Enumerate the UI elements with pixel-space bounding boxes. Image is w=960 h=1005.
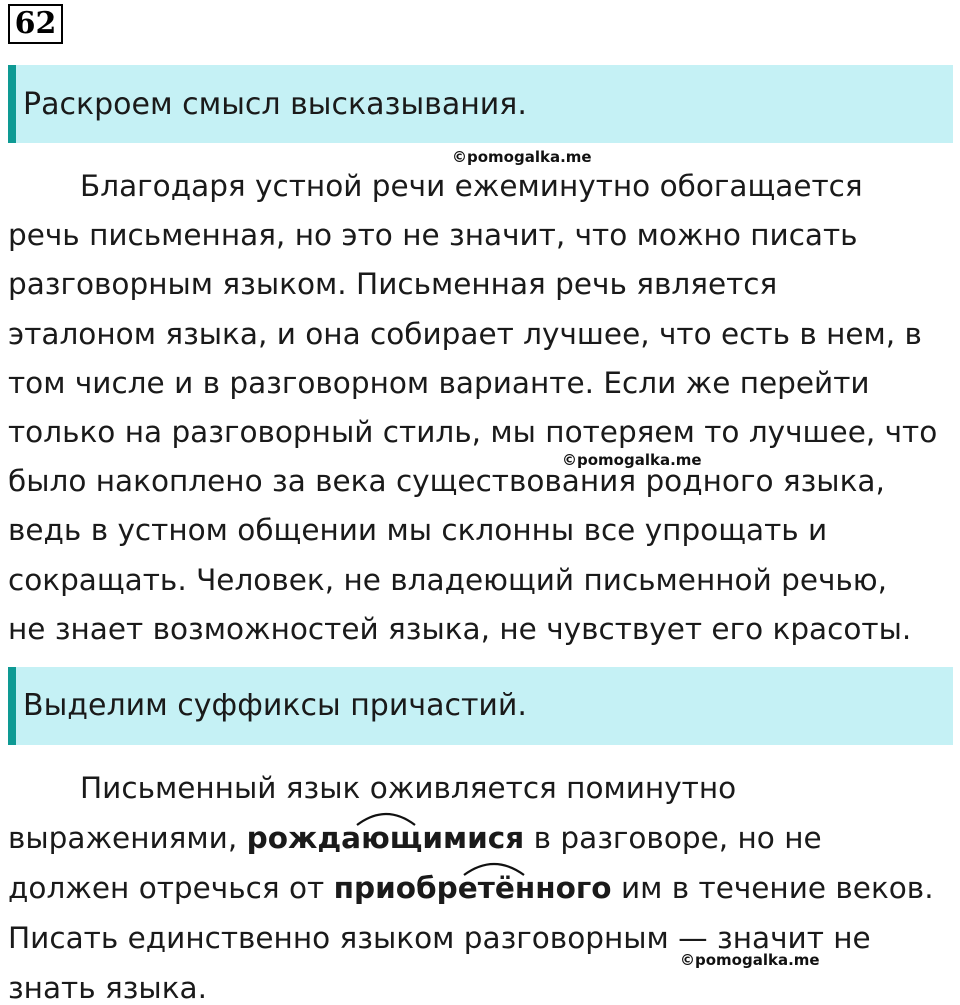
text-line: разговорным языком. Письменная речь является (8, 267, 778, 302)
text-line: том числе и в разговорном варианте. Если же перейти (8, 365, 870, 400)
text-line: ведь в устном общении мы склонны все упрощать и (8, 513, 828, 548)
exercise-number: 62 (8, 4, 63, 44)
text-line (8, 863, 934, 913)
text-line: Благодаря устной речи ежеминутно обогащается (80, 169, 863, 203)
participle-word: приобретённого (333, 871, 612, 905)
heading-accent-bar (8, 667, 16, 745)
paragraph-1 (8, 162, 937, 654)
text-line: эталоном языка, и она собирает лучшее, что есть в нем, в (8, 316, 922, 351)
text-fragment: им в течение веков. (611, 871, 934, 905)
section-heading-band-1 (8, 65, 953, 143)
section-heading-1: Раскроем смысл высказывания. (23, 87, 527, 122)
participle-rozhdayushchimisya (247, 821, 525, 855)
watermark: ©pomogalka.me (452, 148, 592, 166)
text-line: только на разговорный стиль, мы потеряем то лучшее, что (8, 415, 938, 450)
text-line: речь письменная, но это не значит, что можно писать (8, 218, 858, 253)
text-line: не знает возможностей языка, не чувствует его красоты. (8, 611, 912, 646)
watermark: ©pomogalka.me (680, 951, 820, 969)
text-fragment: в разговоре, но не (524, 821, 822, 855)
text-fragment: должен отречься от (8, 871, 334, 905)
text-fragment: выражениями, (8, 821, 247, 855)
text-line: Письменный язык оживляется поминутно (80, 771, 737, 805)
participle-word: рождающимися (246, 821, 525, 855)
text-line: знать языка. (8, 971, 207, 1005)
watermark: ©pomogalka.me (562, 451, 702, 469)
text-line: сокращать. Человек, не владеющий письменной речью, (8, 562, 888, 597)
text-line (8, 813, 934, 863)
section-heading-band-2 (8, 667, 953, 745)
participle-priobretennogo (334, 871, 612, 905)
text-line: Писать единственно языком разговорным — значит не (8, 921, 871, 955)
heading-accent-bar (8, 65, 16, 143)
section-heading-2: Выделим суффиксы причастий. (23, 688, 527, 723)
text-line: было накоплено за века существования родного языка, (8, 464, 885, 499)
